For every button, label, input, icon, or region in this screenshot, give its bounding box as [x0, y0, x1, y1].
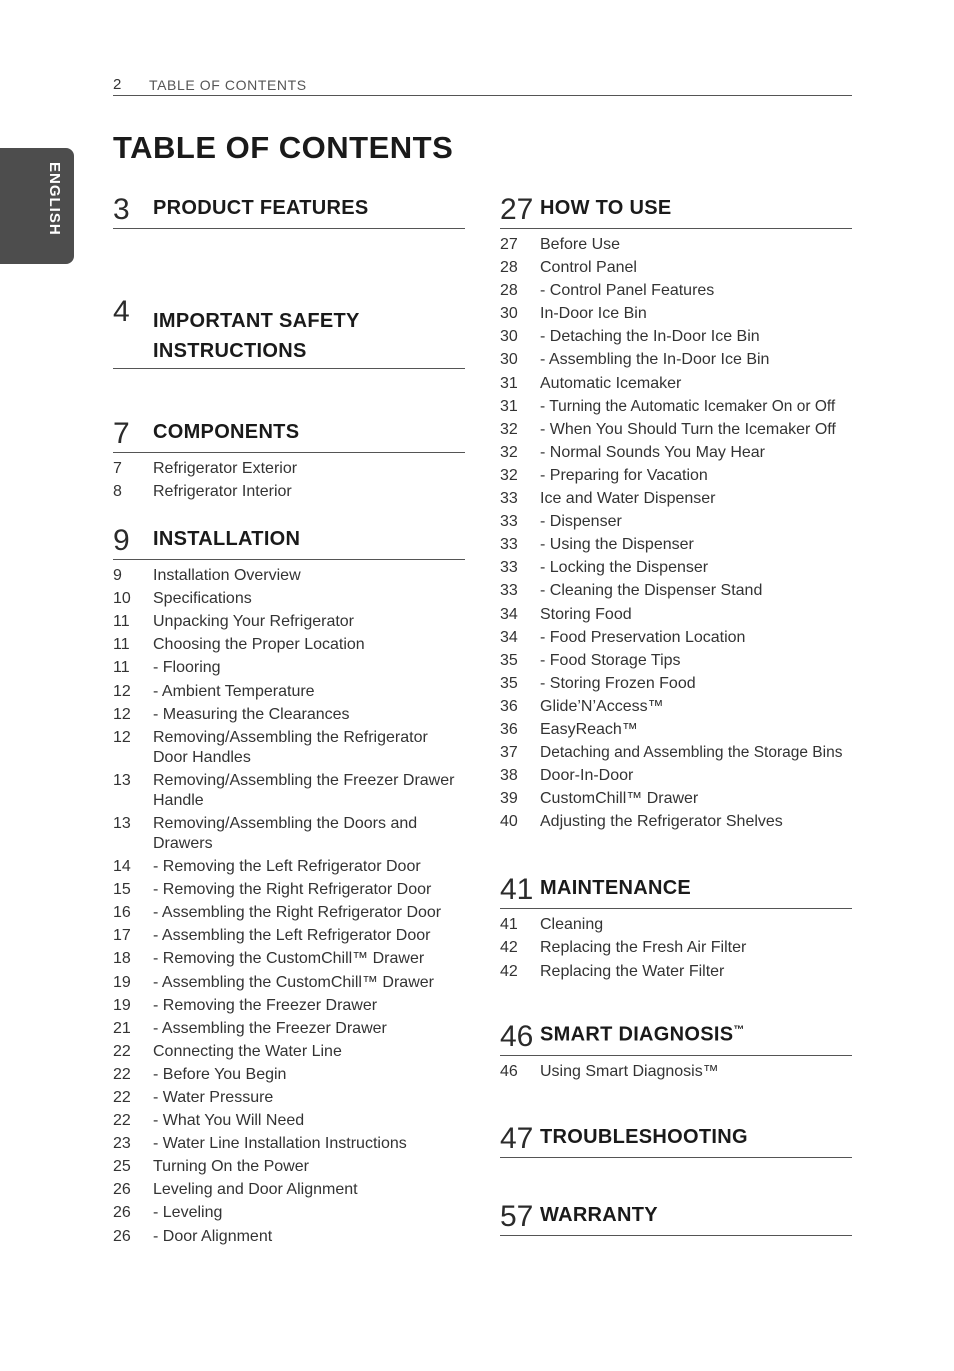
entry-text: - Ambient Temperature — [153, 682, 315, 700]
toc-entry[interactable] — [113, 880, 465, 900]
entry-page: 28 — [500, 259, 518, 277]
toc-right-column — [500, 190, 852, 1236]
section-installation[interactable] — [113, 517, 465, 560]
toc-entry[interactable] — [500, 697, 852, 717]
entry-page: 28 — [500, 282, 518, 300]
entry-text: - Assembling the Freezer Drawer — [153, 1019, 387, 1037]
entry-page: 40 — [500, 813, 518, 831]
entry-text: Adjusting the Refrigerator Shelves — [540, 813, 783, 831]
section-title: PRODUCT FEATURES — [153, 197, 369, 219]
toc-entry[interactable] — [500, 581, 852, 601]
language-tab — [0, 148, 74, 264]
entry-text: Connecting the Water Line — [153, 1042, 342, 1060]
entry-text: - Leveling — [153, 1204, 223, 1222]
entry-page: 22 — [113, 1042, 131, 1060]
entry-text: Glide’N’Access™ — [540, 697, 664, 715]
components-entries — [113, 459, 465, 502]
toc-entry[interactable] — [113, 612, 465, 632]
toc-entry[interactable] — [113, 1134, 465, 1154]
toc-entry[interactable] — [500, 443, 852, 463]
entry-text: - Control Panel Features — [540, 282, 715, 300]
entry-text: - What You Will Need — [153, 1112, 305, 1130]
entry-page: 27 — [500, 236, 518, 253]
entry-page: 33 — [500, 582, 518, 600]
entry-text: EasyReach™ — [540, 720, 638, 738]
entry-text: Leveling and Door Alignment — [153, 1181, 358, 1199]
entry-text: - Detaching the In-Door Ice Bin — [540, 328, 760, 346]
toc-entry[interactable] — [500, 558, 852, 578]
entry-page: 35 — [500, 674, 518, 692]
toc-entry[interactable] — [113, 771, 465, 811]
toc-entry[interactable] — [500, 812, 852, 832]
maintenance-entries — [500, 915, 852, 981]
entry-text: - Normal Sounds You May Hear — [540, 443, 765, 461]
entry-page: 16 — [113, 904, 131, 922]
toc-entry[interactable] — [500, 258, 852, 278]
entry-page: 17 — [113, 927, 131, 945]
toc-entry[interactable] — [113, 949, 465, 969]
entry-text: - Assembling the In-Door Ice Bin — [540, 351, 770, 369]
entry-text: CustomChill™ Drawer — [540, 790, 699, 808]
toc-entry[interactable] — [113, 566, 465, 586]
smart-diagnosis-entries — [500, 1062, 852, 1082]
entry-text: Cleaning — [540, 916, 604, 934]
entry-page: 39 — [500, 790, 518, 808]
toc-entry[interactable] — [500, 512, 852, 532]
entry-page: 9 — [113, 567, 122, 585]
entry-text: - Door Alignment — [153, 1227, 273, 1245]
language-tab-label: ENGLISH — [46, 162, 63, 236]
entry-text: - Before You Begin — [153, 1065, 287, 1083]
section-title: HOW TO USE — [540, 197, 672, 219]
toc-entry[interactable] — [113, 1042, 465, 1062]
entry-page: 18 — [113, 950, 131, 968]
entry-text: Choosing the Proper Location — [153, 636, 365, 654]
entry-text: - Removing the Right Refrigerator Door — [153, 881, 432, 899]
entry-page: 36 — [500, 697, 518, 715]
toc-entry[interactable] — [113, 459, 465, 479]
entry-text: Removing/Assembling the Doors and Drawers — [153, 814, 418, 852]
entry-page: 22 — [113, 1065, 131, 1083]
entry-page: 32 — [500, 466, 518, 484]
entry-text: Refrigerator Interior — [153, 483, 292, 501]
toc-entry[interactable] — [113, 1157, 465, 1177]
entry-text: - Water Pressure — [153, 1088, 274, 1106]
entry-text: - Assembling the Left Refrigerator Door — [153, 927, 431, 945]
entry-page: 12 — [113, 705, 131, 723]
entry-text: Using Smart Diagnosis™ — [540, 1062, 719, 1080]
page-number: 2 — [113, 76, 122, 93]
entry-page: 19 — [113, 996, 131, 1014]
toc-entry[interactable] — [113, 996, 465, 1016]
toc-entry[interactable] — [500, 350, 852, 370]
entry-page: 46 — [500, 1062, 518, 1080]
entry-page: 8 — [113, 483, 122, 501]
toc-entry[interactable] — [500, 489, 852, 509]
toc-entry[interactable] — [500, 789, 852, 809]
entry-text: Installation Overview — [153, 567, 301, 585]
entry-text: - Removing the Left Refrigerator Door — [153, 858, 421, 876]
toc-entry[interactable] — [500, 327, 852, 347]
entry-page: 13 — [113, 814, 131, 832]
section-title — [540, 1015, 745, 1050]
how-to-use-entries — [500, 235, 852, 832]
entry-page: 37 — [500, 744, 518, 762]
toc-entry[interactable] — [500, 720, 852, 740]
entry-page: 30 — [500, 351, 518, 369]
section-title-text: SMART DIAGNOSIS — [540, 1023, 734, 1046]
toc-entry[interactable] — [113, 1088, 465, 1108]
entry-page: 7 — [113, 460, 122, 477]
page-title: TABLE OF CONTENTS — [113, 130, 454, 165]
section-important-safety[interactable] — [113, 270, 465, 369]
entry-text: Turning On the Power — [153, 1158, 309, 1176]
entry-text: Ice and Water Dispenser — [540, 490, 716, 508]
entry-text: Door-In-Door — [540, 767, 634, 785]
running-header — [113, 74, 852, 96]
toc-entry[interactable] — [500, 938, 852, 958]
section-number: 47 — [500, 1121, 534, 1155]
entry-text: - Turning the Automatic Icemaker On or Off — [540, 397, 836, 415]
toc-entry[interactable] — [500, 743, 852, 763]
toc-entry[interactable] — [500, 420, 852, 440]
entry-text: - Using the Dispenser — [540, 536, 694, 554]
entry-page: 11 — [113, 659, 130, 677]
toc-entry[interactable] — [113, 728, 465, 768]
toc-entry[interactable] — [500, 962, 852, 982]
entry-page: 34 — [500, 628, 518, 646]
toc-entry[interactable] — [113, 926, 465, 946]
entry-page: 26 — [113, 1181, 131, 1199]
toc-entry[interactable] — [500, 535, 852, 555]
entry-page: 12 — [113, 682, 131, 700]
toc-entry[interactable] — [113, 857, 465, 877]
entry-page: 30 — [500, 328, 518, 346]
entry-text: Removing/Assembling the Freezer Drawer Handle — [153, 771, 455, 809]
entry-text: Before Use — [540, 236, 621, 253]
entry-page: 32 — [500, 420, 518, 438]
installation-entries — [113, 566, 465, 1246]
toc-entry[interactable] — [500, 374, 852, 394]
toc-entry[interactable] — [500, 281, 852, 301]
toc-entry[interactable] — [113, 903, 465, 923]
toc-entry[interactable] — [113, 1111, 465, 1131]
section-title: INSTALLATION — [153, 528, 301, 551]
entry-text: - Storing Frozen Food — [540, 674, 696, 692]
entry-text: Detaching and Assembling the Storage Bins — [540, 744, 843, 762]
entry-page: 33 — [500, 536, 518, 554]
entry-text: - Locking the Dispenser — [540, 559, 709, 577]
entry-text: - When You Should Turn the Icemaker Off — [540, 420, 836, 438]
toc-entry[interactable] — [500, 397, 852, 417]
entry-text: - Water Line Installation Instructions — [153, 1135, 407, 1153]
entry-text: Replacing the Water Filter — [540, 962, 725, 980]
entry-text: In-Door Ice Bin — [540, 305, 647, 323]
entry-text: - Measuring the Clearances — [153, 705, 350, 723]
section-number: 41 — [500, 873, 534, 907]
entry-text: - Flooring — [153, 659, 221, 677]
entry-page: 33 — [500, 490, 518, 508]
entry-page: 22 — [113, 1112, 131, 1130]
entry-text: Replacing the Fresh Air Filter — [540, 939, 747, 957]
entry-page: 22 — [113, 1088, 131, 1106]
section-number: 57 — [500, 1199, 534, 1233]
entry-text: Automatic Icemaker — [540, 374, 682, 392]
entry-text: - Removing the CustomChill™ Drawer — [153, 950, 425, 968]
entry-page: 33 — [500, 559, 518, 577]
section-title: MAINTENANCE — [540, 877, 692, 900]
toc-entry[interactable] — [500, 674, 852, 694]
entry-page: 11 — [113, 613, 130, 631]
running-title: TABLE OF CONTENTS — [149, 77, 307, 93]
entry-page: 14 — [113, 858, 131, 876]
entry-text: - Preparing for Vacation — [540, 466, 708, 484]
entry-text: Specifications — [153, 590, 252, 608]
trademark-mark: ™ — [733, 1023, 745, 1036]
toc-entry[interactable] — [500, 628, 852, 648]
entry-page: 21 — [113, 1019, 131, 1037]
entry-page: 42 — [500, 939, 518, 957]
toc-entry[interactable] — [113, 814, 465, 854]
section-number: 9 — [113, 524, 130, 558]
toc-entry[interactable] — [500, 766, 852, 786]
toc-entry[interactable] — [113, 1180, 465, 1200]
entry-page: 35 — [500, 651, 518, 669]
entry-text: - Dispenser — [540, 513, 622, 531]
entry-page: 26 — [113, 1204, 131, 1222]
toc-entry[interactable] — [113, 973, 465, 993]
entry-text: Storing Food — [540, 605, 632, 623]
toc-entry[interactable] — [500, 235, 852, 255]
section-number: 4 — [113, 295, 130, 328]
entry-text: - Assembling the CustomChill™ Drawer — [153, 973, 434, 991]
section-maintenance[interactable] — [500, 866, 852, 909]
entry-page: 31 — [500, 397, 518, 415]
entry-text: Control Panel — [540, 259, 637, 277]
toc-entry[interactable] — [500, 651, 852, 671]
entry-text: Unpacking Your Refrigerator — [153, 613, 355, 631]
toc-entry[interactable] — [500, 304, 852, 324]
toc-entry[interactable] — [113, 682, 465, 702]
section-smart-diagnosis[interactable] — [500, 1013, 852, 1056]
toc-entry[interactable] — [113, 1227, 465, 1247]
toc-left-column — [113, 190, 465, 1250]
section-number: 46 — [500, 1019, 534, 1053]
section-product-features[interactable] — [113, 190, 465, 229]
entry-page: 25 — [113, 1158, 131, 1176]
toc-entry[interactable] — [113, 635, 465, 655]
toc-entry[interactable] — [113, 482, 465, 502]
entry-page: 26 — [113, 1227, 131, 1245]
entry-text: Removing/Assembling the Refrigerator Door Handles — [153, 728, 428, 766]
entry-page: 15 — [113, 881, 131, 899]
section-title: TROUBLESHOOTING — [540, 1125, 748, 1148]
section-components[interactable] — [113, 410, 465, 453]
toc-entry[interactable] — [500, 1062, 852, 1082]
section-troubleshooting[interactable] — [500, 1115, 852, 1158]
toc-entry[interactable] — [113, 658, 465, 678]
section-title-line-1: IMPORTANT SAFETY — [153, 310, 360, 332]
entry-text: - Food Storage Tips — [540, 651, 681, 669]
entry-page: 30 — [500, 305, 518, 323]
entry-page: 32 — [500, 443, 518, 461]
entry-page: 41 — [500, 916, 518, 934]
section-number: 7 — [113, 417, 130, 450]
section-warranty[interactable] — [500, 1193, 852, 1236]
entry-page: 11 — [113, 636, 130, 654]
entry-page: 31 — [500, 374, 518, 392]
entry-text: - Cleaning the Dispenser Stand — [540, 582, 763, 600]
entry-page: 33 — [500, 513, 518, 531]
entry-page: 10 — [113, 590, 131, 608]
entry-page: 19 — [113, 973, 131, 991]
entry-text: - Assembling the Right Refrigerator Door — [153, 904, 442, 922]
section-title: WARRANTY — [540, 1203, 658, 1226]
entry-text: - Food Preservation Location — [540, 628, 746, 646]
entry-page: 34 — [500, 605, 518, 623]
toc-entry[interactable] — [500, 605, 852, 625]
toc-entry[interactable] — [113, 705, 465, 725]
toc-entry[interactable] — [113, 1203, 465, 1223]
toc-entry[interactable] — [113, 1065, 465, 1085]
entry-page: 12 — [113, 728, 131, 746]
entry-text: Refrigerator Exterior — [153, 460, 298, 477]
section-number: 3 — [113, 193, 130, 226]
entry-text: - Removing the Freezer Drawer — [153, 996, 378, 1014]
toc-entry[interactable] — [500, 466, 852, 486]
entry-page: 38 — [500, 767, 518, 785]
entry-page: 36 — [500, 720, 518, 738]
section-title: COMPONENTS — [153, 421, 300, 443]
section-how-to-use[interactable] — [500, 190, 852, 229]
entry-page: 13 — [113, 771, 131, 789]
toc-entry[interactable] — [113, 1019, 465, 1039]
section-title-line-2: INSTRUCTIONS — [153, 340, 307, 362]
entry-page: 23 — [113, 1135, 131, 1153]
toc-entry[interactable] — [500, 915, 852, 935]
toc-entry[interactable] — [113, 589, 465, 609]
section-number: 27 — [500, 193, 534, 226]
entry-page: 42 — [500, 962, 518, 980]
